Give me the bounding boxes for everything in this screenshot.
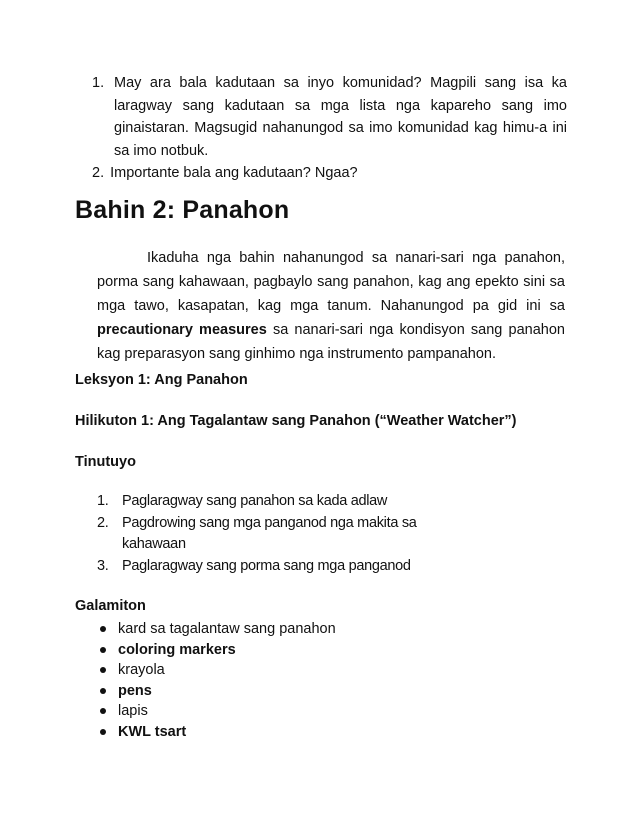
list-item	[97, 513, 442, 556]
list-item	[97, 640, 336, 661]
question-text: May ara bala kadutaan sa inyo komunidad? Magpili sang isa ka laragway sang kadutaan sa mga lista nga kapareho sang imo ginaistaran. Magsugid nahanungod sa imo komunidad kag himu-a ini sa imo notbuk.	[114, 75, 567, 159]
item-text: Paglaragway sang porma sang mga panganod	[122, 557, 411, 574]
item-text: pens	[118, 682, 152, 699]
activity-title: Hilikuton 1: Ang Tagalantaw sang Panahon (“Weather Watcher”)	[75, 413, 517, 429]
item-text: Paglaragway sang panahon sa kada adlaw	[122, 493, 388, 509]
item-text: kard sa tagalantaw sang panahon	[118, 621, 336, 637]
question-text: Importante bala ang kadutaan? Ngaa?	[110, 165, 358, 181]
item-text: KWL tsart	[118, 723, 187, 740]
list-item	[97, 619, 336, 640]
bullet-icon	[100, 667, 106, 673]
section-intro	[97, 246, 565, 366]
bullet-icon	[100, 647, 106, 653]
list-item	[97, 660, 336, 681]
lesson-title: Leksyon 1: Ang Panahon	[75, 372, 248, 388]
list-item	[97, 701, 336, 722]
materials-list	[97, 619, 336, 742]
bullet-icon	[100, 708, 106, 714]
item-number: 1.	[97, 493, 109, 509]
intro-bold-term: precautionary measures	[97, 322, 267, 338]
list-item	[97, 722, 336, 743]
item-text: lapis	[118, 703, 148, 719]
bullet-icon	[100, 688, 106, 694]
list-item	[97, 556, 442, 578]
list-item	[97, 491, 442, 513]
materials-heading: Galamiton	[75, 598, 146, 614]
intro-text-part1: Ikaduha nga bahin nahanungod sa nanari-sari nga panahon, porma sang kahawaan, pagbaylo sang panahon, kag ang epekto sini sa mga tawo, kasapatan, kag mga tanum. Nahanungod pa gid ini sa	[97, 250, 565, 314]
item-number: 3.	[97, 557, 109, 574]
item-text: krayola	[118, 662, 165, 678]
goals-heading: Tinutuyo	[75, 454, 136, 470]
question-number: 2.	[92, 165, 105, 181]
list-item	[97, 681, 336, 702]
bullet-icon	[100, 626, 106, 632]
goals-list	[97, 491, 442, 577]
question-1	[92, 72, 567, 162]
item-text: Pagdrowing sang mga panganod nga makita sa kahawaan	[122, 514, 417, 552]
item-number: 2.	[97, 514, 109, 531]
bullet-icon	[100, 729, 106, 735]
question-2	[92, 162, 358, 184]
question-number: 1.	[92, 75, 105, 91]
section-heading: Bahin 2: Panahon	[75, 196, 290, 224]
item-text: coloring markers	[118, 641, 236, 658]
intro-text-part2: sa nanari-sari nga kondisyon sang panahon kag preparasyon sang ginhimo nga instrumento pampanahon.	[97, 322, 565, 362]
